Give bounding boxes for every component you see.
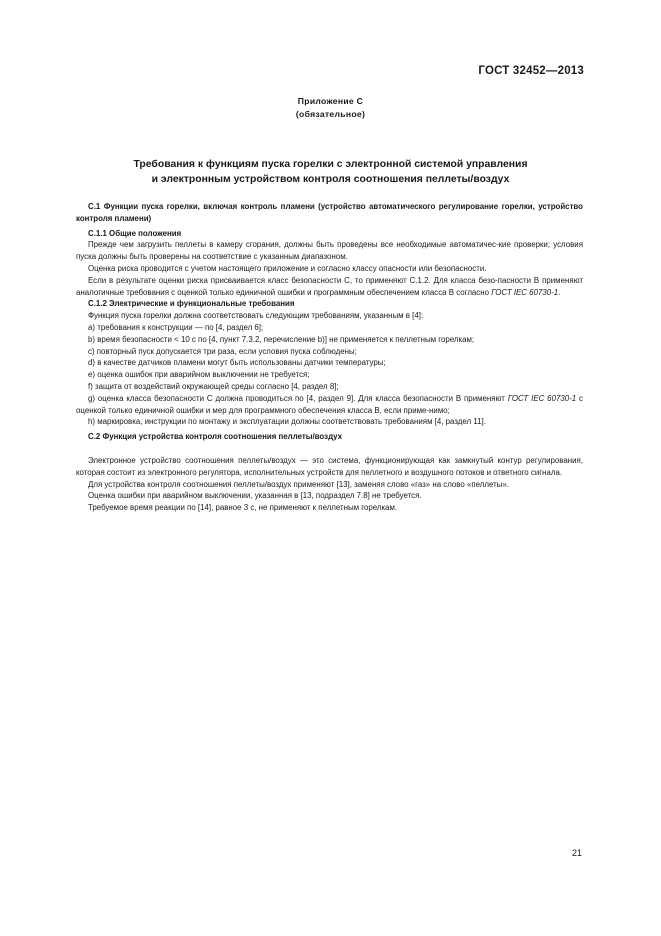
list-item-b: b) время безопасности < 10 с по [4, пункт 7.3.2, перечисление b)] не применяется к пеллетным горелкам; [88,334,475,344]
standard-reference: ГОСТ IEC 60730-1 [507,393,577,403]
annex-status: (обязательное) [295,109,366,119]
paragraph [76,275,583,299]
section-c2-heading: С.2 Функция устройства контроля соотношения пеллеты/воздух [88,432,343,442]
section-c1-heading: С.1 Функции пуска горелки, включая контроль пламени (устройство автоматического регулирование горелки, устройство контроля пламени) [76,202,583,223]
list-item-g-end: с оценкой только единичной ошибки и мер для программного обеспечения класса В, если приме-нимо; [76,393,583,415]
list-item-a: a) требования к конструкции — по [4, раздел 6]; [88,322,264,332]
standard-reference: ГОСТ IEC 60730-1 [491,287,559,297]
list-item-e: e) оценка ошибок при аварийном выключении не требуется; [88,370,310,380]
annex-heading [0,95,661,121]
list-item-g [76,393,583,417]
list-item-d: d) в качестве датчиков пламени могут быть использованы датчики температуры; [88,358,386,368]
paragraph: Для устройства контроля соотношения пеллеты/воздух применяют [13], заменяя слово «газ» на слово «пеллеты». [88,479,509,489]
paragraph: Оценка ошибки при аварийном выключении, указанная в [13, подраздел 7.8] не требуется. [88,491,422,501]
document-body [76,201,583,514]
paragraph: Прежде чем загрузить пеллеты в камеру сгорания, должны быть проведены все необходимые автоматичес-кие проверки; условия пуска должны быть проверены на соответствие с указанным диапазоном. [76,240,583,262]
paragraph-text: Если в результате оценки риска присваивается класс безопасности С, то применяют С.1.2. Для класса безо-пасности В применяют аналогичные требования с оценкой только единичной ошибки и программным обеспечением класса В согласно [76,275,583,297]
annex-title: Приложение С [297,96,364,106]
list-item-h: h) маркировка, инструкции по монтажу и эксплуатации должны соответствовать требованиям [4, раздел 11]. [88,417,486,427]
main-title-line-1: Требования к функциям пуска горелки с электронной системой управления [133,159,528,170]
paragraph: Функция пуска горелки должна соответствовать следующим требованиям, указанным в [4]: [88,311,424,321]
main-title [60,157,601,187]
list-item-c: c) повторный пуск допускается три раза, если условия пуска соблюдены; [88,346,357,356]
paragraph-end: . [558,287,561,297]
section-c11-heading: С.1.1 Общие положения [88,228,182,238]
paragraph: Требуемое время реакции по [14], равное 3 с, не применяют к пеллетным горелкам. [88,503,398,513]
main-title-line-2: и электронным устройством контроля соотношения пеллеты/воздух [151,174,510,185]
list-item-g-text: g) оценка класса безопасности С должна проводиться по [4, раздел 9]. Для класса безопасности В применяют [88,393,505,403]
paragraph: Оценка риска проводится с учетом настоящего приложение и согласно классу опасности или безопасности. [88,263,487,273]
document-code: ГОСТ 32452—2013 [478,65,584,77]
page-number: 21 [571,848,582,858]
list-item-f: f) защита от воздействий окружающей среды согласно [4, раздел 8]; [88,381,339,391]
paragraph: Электронное устройство соотношения пеллеты/воздух — это система, функционирующая как замкнутый контур регулирования, которая состоит из электронного регулятора, исполнительных устройств для пеллетного и воздушного потоков и ответного сигнала. [76,455,583,477]
section-c12-heading: С.1.2 Электрические и функциональные требования [88,299,295,309]
